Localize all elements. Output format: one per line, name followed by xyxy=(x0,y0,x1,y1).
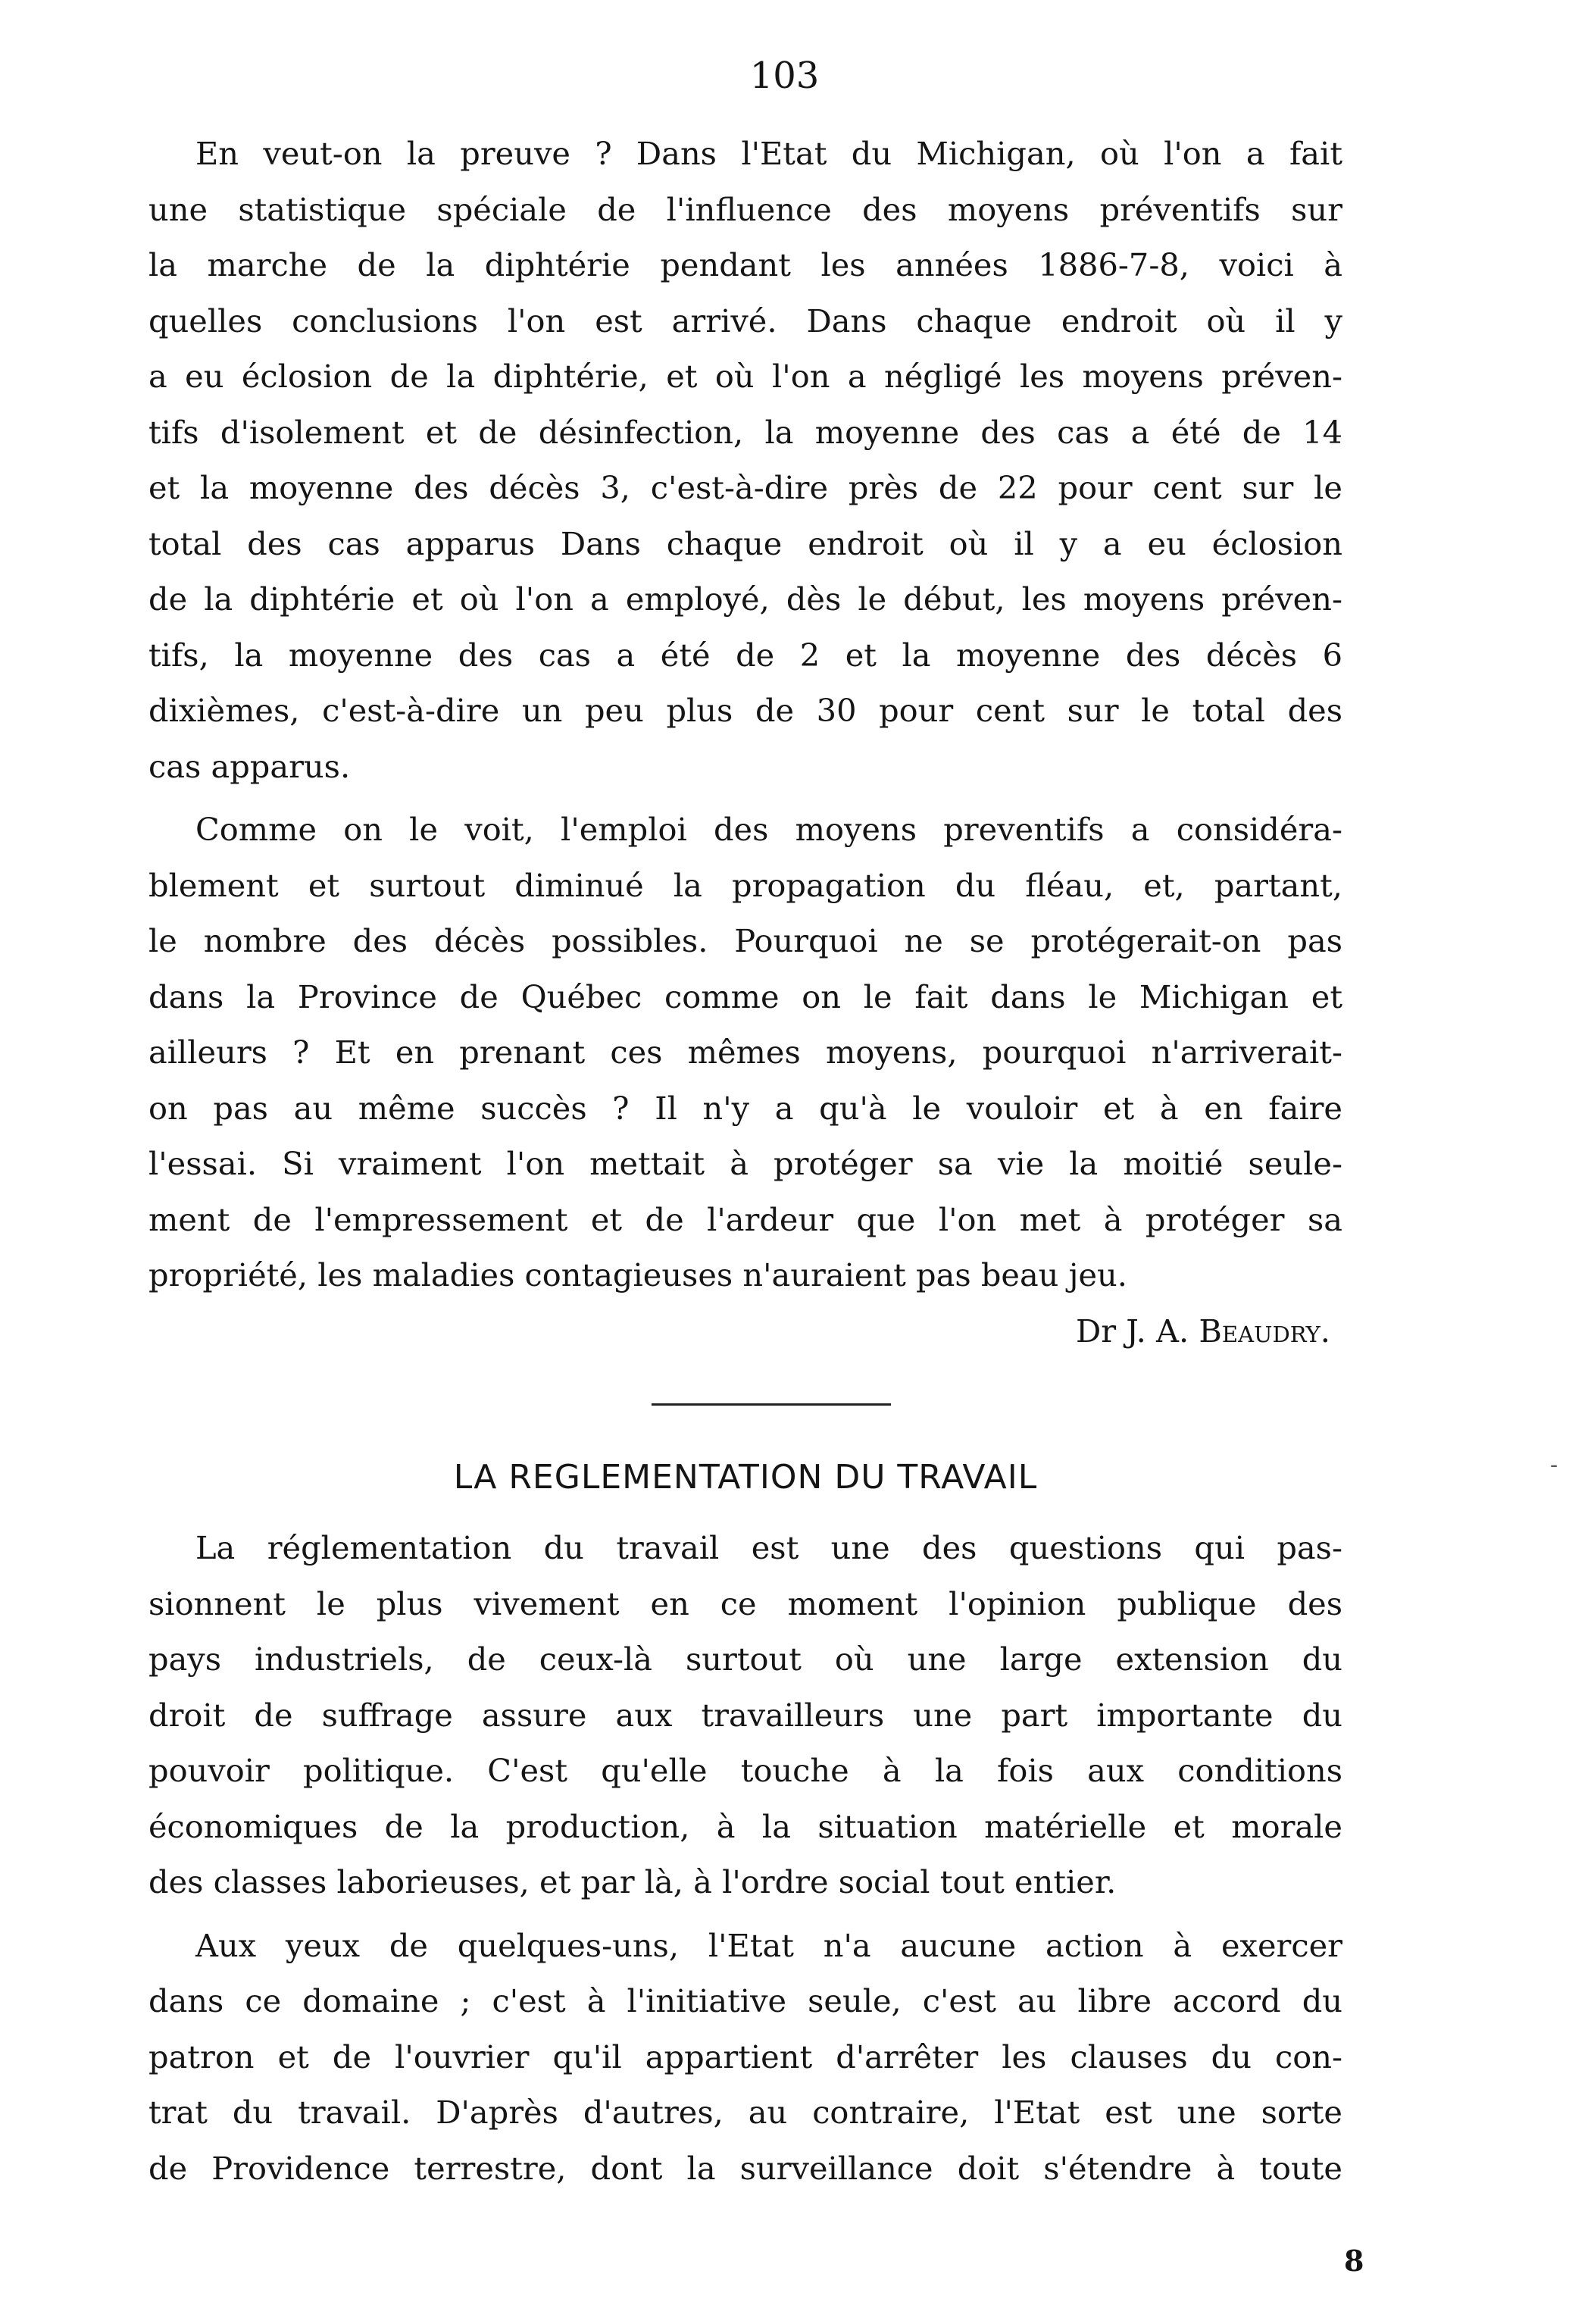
text-line: des classes laborieuses, et par là, à l'ordre social tout entier. xyxy=(148,1863,1117,1900)
text-line: ment de l'empressement et de l'ardeur que l'on met à protéger sa xyxy=(148,1200,1342,1238)
text-line: économiques de la production, à la situation matérielle et morale xyxy=(148,1807,1342,1845)
signature-prefix: Dr J. A. xyxy=(1075,1312,1189,1350)
section-divider xyxy=(652,1403,891,1406)
text-line: l'essai. Si vraiment l'on mettait à protéger sa vie la moitié seule- xyxy=(148,1145,1342,1182)
text-line: trat du travail. D'après d'autres, au contraire, l'Etat est une sorte xyxy=(148,2094,1342,2131)
text-line: tifs d'isolement et de désinfection, la moyenne des cas a été de 14 xyxy=(148,413,1342,451)
text-line: cas apparus. xyxy=(148,747,351,785)
text-line: sionnent le plus vivement en ce moment l'opinion publique des xyxy=(148,1584,1342,1622)
text-line: ailleurs ? Et en prenant ces mêmes moyens, pourquoi n'arriverait- xyxy=(148,1034,1342,1071)
text-line: droit de suffrage assure aux travailleurs une part importante du xyxy=(148,1696,1342,1734)
text-line: propriété, les maladies contagieuses n'auraient pas beau jeu. xyxy=(148,1256,1127,1293)
margin-mark: - xyxy=(1550,1452,1558,1478)
text-line: et la moyenne des décès 3, c'est-à-dire près de 22 pour cent sur le xyxy=(148,469,1342,506)
text-line: Aux yeux de quelques-uns, l'Etat n'a aucune action à exercer xyxy=(195,1926,1342,1964)
text-line: blement et surtout diminué la propagation du fléau, et, partant, xyxy=(148,866,1342,904)
paragraph-state-role xyxy=(148,1918,1342,2197)
text-line: le nombre des décès possibles. Pourquoi ne se protégerait-on pas xyxy=(148,922,1342,959)
article-diphtheria xyxy=(148,126,1342,1359)
text-line: dixièmes, c'est-à-dire un peu plus de 30 pour cent sur le total des xyxy=(148,692,1342,729)
text-line: pays industriels, de ceux-là surtout où une large extension du xyxy=(148,1641,1342,1678)
signature-name: Beaudry. xyxy=(1199,1312,1330,1350)
text-line: Comme on le voit, l'emploi des moyens preventifs a considéra- xyxy=(195,811,1342,848)
text-line: a eu éclosion de la diphtérie, et où l'on a négligé les moyens préven- xyxy=(148,358,1342,395)
article-labour-regulation xyxy=(148,1520,1342,2196)
paragraph-preventive-measures xyxy=(148,802,1342,1303)
text-line: une statistique spéciale de l'influence des moyens préventifs sur xyxy=(148,190,1342,228)
text-line: de Providence terrestre, dont la surveillance doit s'étendre à toute xyxy=(148,2149,1342,2187)
text-line: quelles conclusions l'on est arrivé. Dans chaque endroit où il y xyxy=(148,302,1342,339)
text-line: la marche de la diphtérie pendant les années 1886-7-8, voici à xyxy=(148,246,1342,283)
text-line: dans la Province de Québec comme on le fait dans le Michigan et xyxy=(148,977,1342,1015)
text-line: patron et de l'ouvrier qu'il appartient d'arrêter les clauses du con- xyxy=(148,2038,1342,2075)
section-heading: LA REGLEMENTATION DU TRAVAIL xyxy=(453,1458,1038,1497)
printer-signature-mark: 8 xyxy=(1344,2244,1364,2278)
author-signature xyxy=(148,1303,1342,1359)
text-line: pouvoir politique. C'est qu'elle touche à la fois aux conditions xyxy=(148,1752,1342,1789)
text-line: de la diphtérie et où l'on a employé, dès le début, les moyens préven- xyxy=(148,580,1342,618)
paragraph-diphtheria-statistics xyxy=(148,126,1342,794)
paragraph-labour-intro xyxy=(148,1520,1342,1910)
text-line: on pas au même succès ? Il n'y a qu'à le vouloir et à en faire xyxy=(148,1089,1342,1127)
text-line: tifs, la moyenne des cas a été de 2 et la moyenne des décès 6 xyxy=(148,636,1342,674)
text-line: En veut-on la preuve ? Dans l'Etat du Michigan, où l'on a fait xyxy=(195,135,1342,172)
text-line: total des cas apparus Dans chaque endroit où il y a eu éclosion xyxy=(148,524,1342,562)
text-line: La réglementation du travail est une des questions qui pas- xyxy=(195,1529,1342,1566)
page-number: 103 xyxy=(749,55,820,97)
text-line: dans ce domaine ; c'est à l'initiative seule, c'est au libre accord du xyxy=(148,1982,1342,2019)
